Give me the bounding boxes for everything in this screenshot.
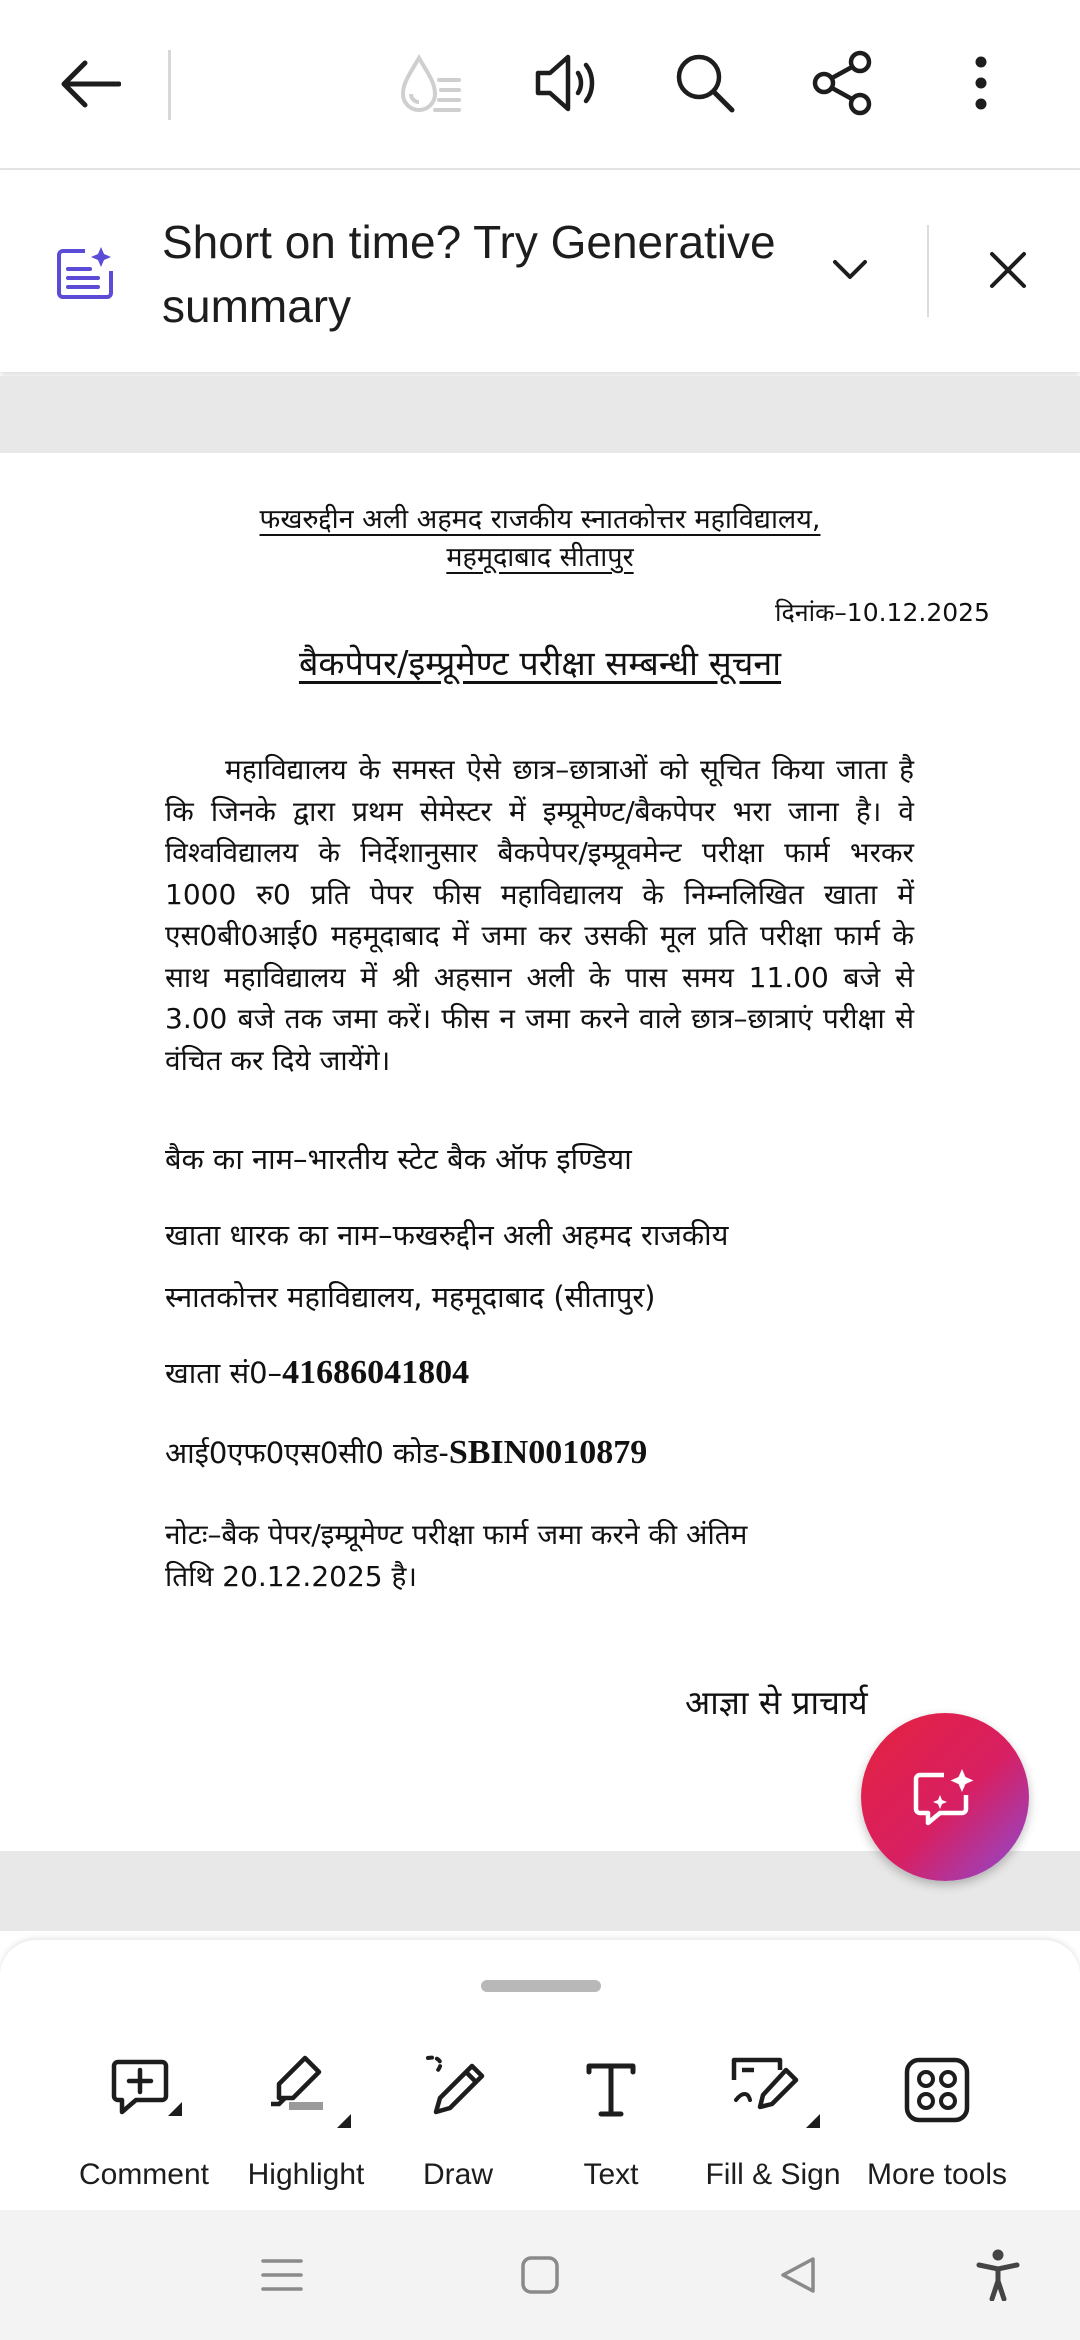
share-icon[interactable] bbox=[798, 38, 888, 128]
pdf-page bbox=[0, 453, 1080, 1851]
comment-icon bbox=[106, 2052, 182, 2128]
toolbar-divider bbox=[168, 50, 171, 120]
ifsc-code: SBIN0010879 bbox=[448, 1434, 648, 1471]
more-tools-grid-icon bbox=[904, 2057, 970, 2123]
close-icon[interactable] bbox=[978, 240, 1038, 300]
tool-more-tools[interactable] bbox=[852, 2040, 1022, 2192]
sheet-drag-handle[interactable] bbox=[481, 1980, 601, 1992]
notice-date: दिनांक–10.12.2025 bbox=[775, 598, 990, 627]
back-nav-icon[interactable] bbox=[758, 2245, 838, 2305]
tools-bottom-sheet bbox=[0, 1940, 1080, 2210]
account-holder-line2: स्नातकोत्तर महाविद्यालय, महमूदाबाद (सीतापुर) bbox=[165, 1280, 656, 1314]
tool-fill-sign[interactable] bbox=[688, 2040, 858, 2192]
tool-more-tools-label: More tools bbox=[866, 2158, 1008, 2191]
note-line1: नोटः–बैक पेपर/इम्प्रूमेण्ट परीक्षा फार्म जमा करने की अंतिम bbox=[165, 1518, 748, 1551]
college-name-line2: महमूदाबाद सीतापुर bbox=[446, 542, 634, 573]
tool-draw-label: Draw bbox=[422, 2158, 493, 2191]
note-line2: तिथि 20.12.2025 है। bbox=[165, 1560, 417, 1593]
ifsc-row bbox=[165, 1433, 647, 1472]
page-gap-top bbox=[0, 376, 1080, 453]
tool-text[interactable] bbox=[526, 2040, 696, 2192]
highlighter-icon bbox=[261, 2050, 351, 2130]
account-number-label: खाता सं0– bbox=[165, 1356, 283, 1390]
generative-summary-text[interactable]: Short on time? Try Generative summary bbox=[162, 216, 776, 332]
tool-highlight[interactable] bbox=[221, 2040, 391, 2192]
tool-fill-sign-label: Fill & Sign bbox=[705, 2158, 841, 2191]
signature-line: आज्ञा से प्राचार्य bbox=[685, 1683, 868, 1722]
tool-highlight-label: Highlight bbox=[247, 2158, 365, 2191]
ai-chat-sparkle-icon bbox=[910, 1765, 980, 1829]
liquid-mode-icon[interactable] bbox=[385, 40, 475, 130]
account-holder-line1: खाता धारक का नाम–फखरुद्दीन अली अहमद राजकीय bbox=[165, 1218, 729, 1252]
text-tool-icon bbox=[581, 2060, 641, 2120]
generative-summary-banner[interactable] bbox=[0, 170, 1080, 372]
tool-comment[interactable] bbox=[59, 2040, 229, 2192]
ifsc-label: आई0एफ0एस0सी0 कोड- bbox=[165, 1436, 449, 1470]
draw-pencil-icon bbox=[420, 2052, 496, 2128]
back-arrow-icon[interactable] bbox=[40, 34, 140, 134]
top-toolbar bbox=[0, 0, 1080, 170]
notice-paragraph: महाविद्यालय के समस्त ऐसे छात्र–छात्राओं को सूचित किया जाता है कि जिनके द्वारा प्रथम सेमेस्टर में इम्प्रूमेण्ट/बैकपेपर भरा जाना है। वे विश्वविद्यालय के निर्देशानुसार बैकपेपर/इम्प्रूवमेन्ट परीक्षा फार्म भरकर 1000 रु0 प्रति पेपर फीस महाविद्यालय के निम्नलिखित खाता में एस0बी0आई0 महमूदाबाद में जमा कर उसकी मूल प्रति परीक्षा फार्म के साथ महाविद्यालय में श्री अहसान अली के पास समय 11.00 बजे से 3.00 बजे तक जमा करें। फीस न जमा करने वाले छात्र–छात्राएं परीक्षा से वंचित कर दिये जायेंगे। bbox=[165, 753, 914, 1077]
recent-apps-icon[interactable] bbox=[242, 2245, 322, 2305]
tool-draw[interactable] bbox=[373, 2040, 543, 2192]
account-number-row bbox=[165, 1353, 469, 1392]
chevron-down-icon[interactable] bbox=[820, 240, 880, 300]
bank-name: बैक का नाम–भारतीय स्टेट बैक ऑफ इण्डिया bbox=[165, 1142, 632, 1176]
generative-summary-icon bbox=[50, 240, 120, 306]
read-aloud-icon[interactable] bbox=[522, 38, 612, 128]
tool-comment-label: Comment bbox=[78, 2158, 210, 2191]
more-options-icon[interactable] bbox=[936, 38, 1026, 128]
banner-divider bbox=[927, 225, 929, 317]
accessibility-icon[interactable] bbox=[958, 2240, 1038, 2310]
fill-sign-icon bbox=[726, 2050, 820, 2130]
home-icon[interactable] bbox=[500, 2245, 580, 2305]
notice-heading: बैकपेपर/इम्प्रूमेण्ट परीक्षा सम्बन्धी सूचना bbox=[298, 644, 782, 684]
account-number: 41686041804 bbox=[282, 1354, 470, 1391]
tool-text-label: Text bbox=[583, 2158, 639, 2191]
ai-assistant-button[interactable] bbox=[861, 1713, 1029, 1881]
system-navigation-bar bbox=[0, 2210, 1080, 2340]
college-name-line1: फखरुद्दीन अली अहमद राजकीय स्नातकोत्तर महाविद्यालय, bbox=[259, 504, 821, 535]
search-icon[interactable] bbox=[660, 38, 750, 128]
